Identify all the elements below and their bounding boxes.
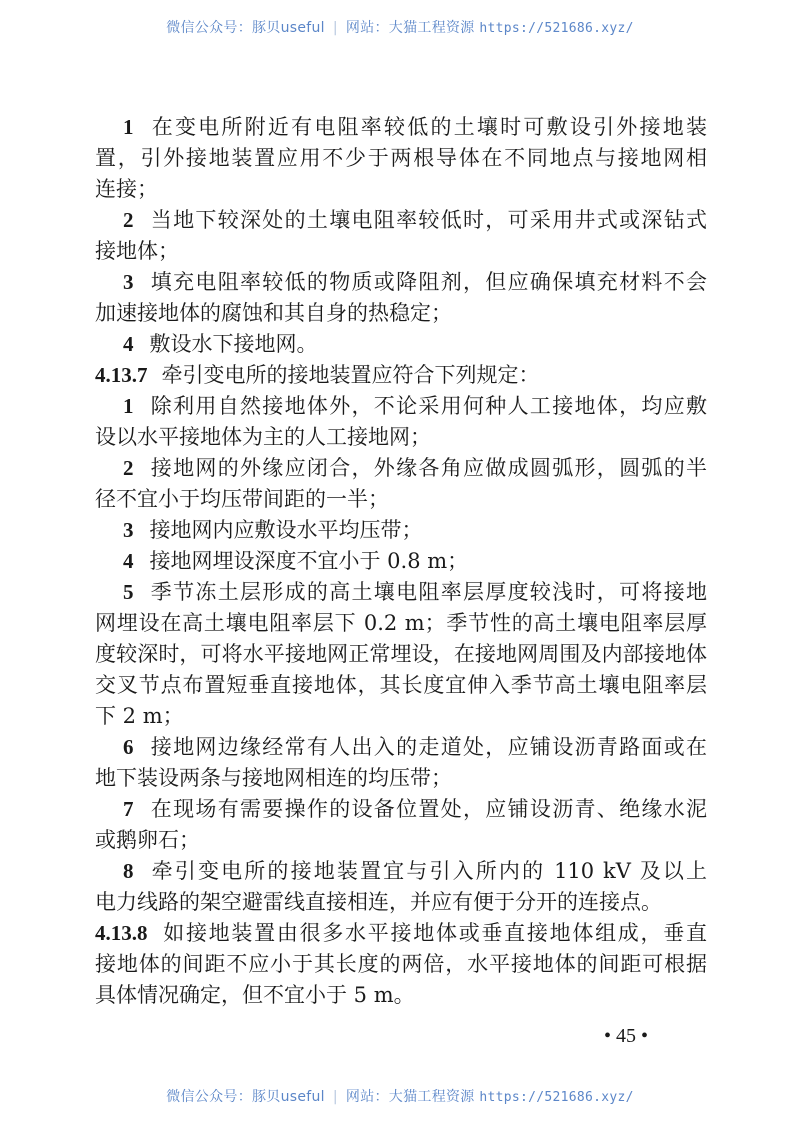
text-line [95, 639, 707, 670]
line-text: 网埋设在高土壤电阻率层下 0.2 m；季节性的高土壤电阻率层厚 [95, 611, 707, 635]
text-line [95, 515, 707, 546]
clause-number: 4.13.8 [95, 921, 148, 945]
text-line [95, 608, 707, 639]
watermark-site: 网站：大猫工程资源 [345, 20, 475, 36]
item-number: 1 [123, 115, 134, 139]
watermark-footer [0, 1088, 800, 1107]
list-item-paragraph [95, 267, 707, 329]
clause-number: 4.13.7 [95, 363, 148, 387]
line-text: 接地网边缘经常有人出入的走道处，应铺设沥青路面或在 [149, 735, 707, 759]
line-text: 加速接地体的腐蚀和其自身的热稳定； [95, 301, 452, 325]
text-line [95, 825, 707, 856]
text-line [95, 205, 707, 236]
watermark-divider: | [332, 1089, 338, 1105]
line-text: 牵引变电所的接地装置应符合下列规定： [161, 363, 540, 387]
list-item-paragraph [95, 794, 707, 856]
item-number: 3 [123, 518, 134, 542]
watermark-url[interactable]: https://521686.xyz/ [479, 21, 634, 36]
line-text: 具体情况确定，但不宜小于 5 m。 [95, 983, 415, 1007]
text-line [95, 484, 707, 515]
page-number: • 45 • [604, 1025, 649, 1047]
list-item-paragraph [95, 453, 707, 515]
item-number: 6 [123, 735, 134, 759]
clause-paragraph [95, 360, 707, 391]
watermark-account: 微信公众号：豚贝useful [166, 1089, 325, 1105]
item-number: 3 [123, 270, 134, 294]
text-line [95, 856, 707, 887]
document-body [95, 112, 707, 1011]
line-text: 当地下较深处的土壤电阻率较低时，可采用井式或深钻式 [149, 208, 707, 232]
line-text: 填充电阻率较低的物质或降阻剂，但应确保填充材料不会 [149, 270, 707, 294]
line-text: 度较深时，可将水平接地网正常埋设，在接地网周围及内部接地体 [95, 642, 707, 666]
text-line [95, 794, 707, 825]
text-line [95, 546, 707, 577]
line-text: 季节冻土层形成的高土壤电阻率层厚度较浅时，可将接地 [149, 580, 707, 604]
item-number: 4 [123, 549, 134, 573]
list-item-paragraph [95, 732, 707, 794]
watermark-url[interactable]: https://521686.xyz/ [479, 1090, 634, 1105]
line-text: 如接地装置由很多水平接地体或垂直接地体组成，垂直 [161, 921, 707, 945]
line-text: 连接； [95, 177, 158, 201]
text-line [95, 577, 707, 608]
item-number: 7 [123, 797, 134, 821]
line-text: 接地网内应敷设水平均压带； [149, 518, 423, 542]
line-text: 在现场有需要操作的设备位置处，应铺设沥青、绝缘水泥 [149, 797, 707, 821]
watermark-divider: | [332, 20, 338, 36]
watermark-site: 网站：大猫工程资源 [345, 1089, 475, 1105]
item-number: 2 [123, 208, 134, 232]
watermark-account: 微信公众号：豚贝useful [166, 20, 325, 36]
line-text: 接地体的间距不应小于其长度的两倍，水平接地体的间距可根据 [95, 952, 707, 976]
line-text: 在变电所附近有电阻率较低的土壤时可敷设引外接地装 [149, 115, 707, 139]
watermark-header [0, 19, 800, 38]
line-text: 下 2 m； [95, 704, 184, 728]
text-line [95, 112, 707, 143]
text-line [95, 267, 707, 298]
line-text: 接地体； [95, 239, 179, 263]
line-text: 置，引外接地装置应用不少于两根导体在不同地点与接地网相 [95, 146, 707, 170]
text-line [95, 763, 707, 794]
list-item-paragraph [95, 329, 707, 360]
line-text: 敷设水下接地网。 [149, 332, 318, 356]
text-line [95, 887, 707, 918]
line-text: 电力线路的架空避雷线直接相连，并应有便于分开的连接点。 [95, 890, 662, 914]
text-line [95, 391, 707, 422]
list-item-paragraph [95, 577, 707, 732]
text-line [95, 949, 707, 980]
text-line [95, 143, 707, 174]
item-number: 2 [123, 456, 134, 480]
text-line [95, 236, 707, 267]
list-item-paragraph [95, 205, 707, 267]
text-line [95, 732, 707, 763]
text-line [95, 918, 707, 949]
list-item-paragraph [95, 112, 707, 205]
list-item-paragraph [95, 391, 707, 453]
line-text: 地下装设两条与接地网相连的均压带； [95, 766, 452, 790]
line-text: 径不宜小于均压带间距的一半； [95, 487, 389, 511]
text-line [95, 360, 707, 391]
text-line [95, 701, 707, 732]
line-text: 或鹅卵石； [95, 828, 200, 852]
line-text: 牵引变电所的接地装置宜与引入所内的 110 kV 及以上 [149, 859, 707, 883]
text-line [95, 329, 707, 360]
line-text: 交叉节点布置短垂直接地体，其长度宜伸入季节高土壤电阻率层 [95, 673, 707, 697]
list-item-paragraph [95, 546, 707, 577]
item-number: 1 [123, 394, 134, 418]
list-item-paragraph [95, 515, 707, 546]
text-line [95, 422, 707, 453]
line-text: 除利用自然接地体外，不论采用何种人工接地体，均应敷 [149, 394, 707, 418]
item-number: 8 [123, 859, 134, 883]
item-number: 5 [123, 580, 134, 604]
item-number: 4 [123, 332, 134, 356]
text-line [95, 174, 707, 205]
clause-paragraph [95, 918, 707, 1011]
line-text: 接地网埋设深度不宜小于 0.8 m； [149, 549, 469, 573]
text-line [95, 453, 707, 484]
text-line [95, 980, 707, 1011]
line-text: 接地网的外缘应闭合，外缘各角应做成圆弧形，圆弧的半 [149, 456, 707, 480]
text-line [95, 298, 707, 329]
text-line [95, 670, 707, 701]
list-item-paragraph [95, 856, 707, 918]
line-text: 设以水平接地体为主的人工接地网； [95, 425, 431, 449]
